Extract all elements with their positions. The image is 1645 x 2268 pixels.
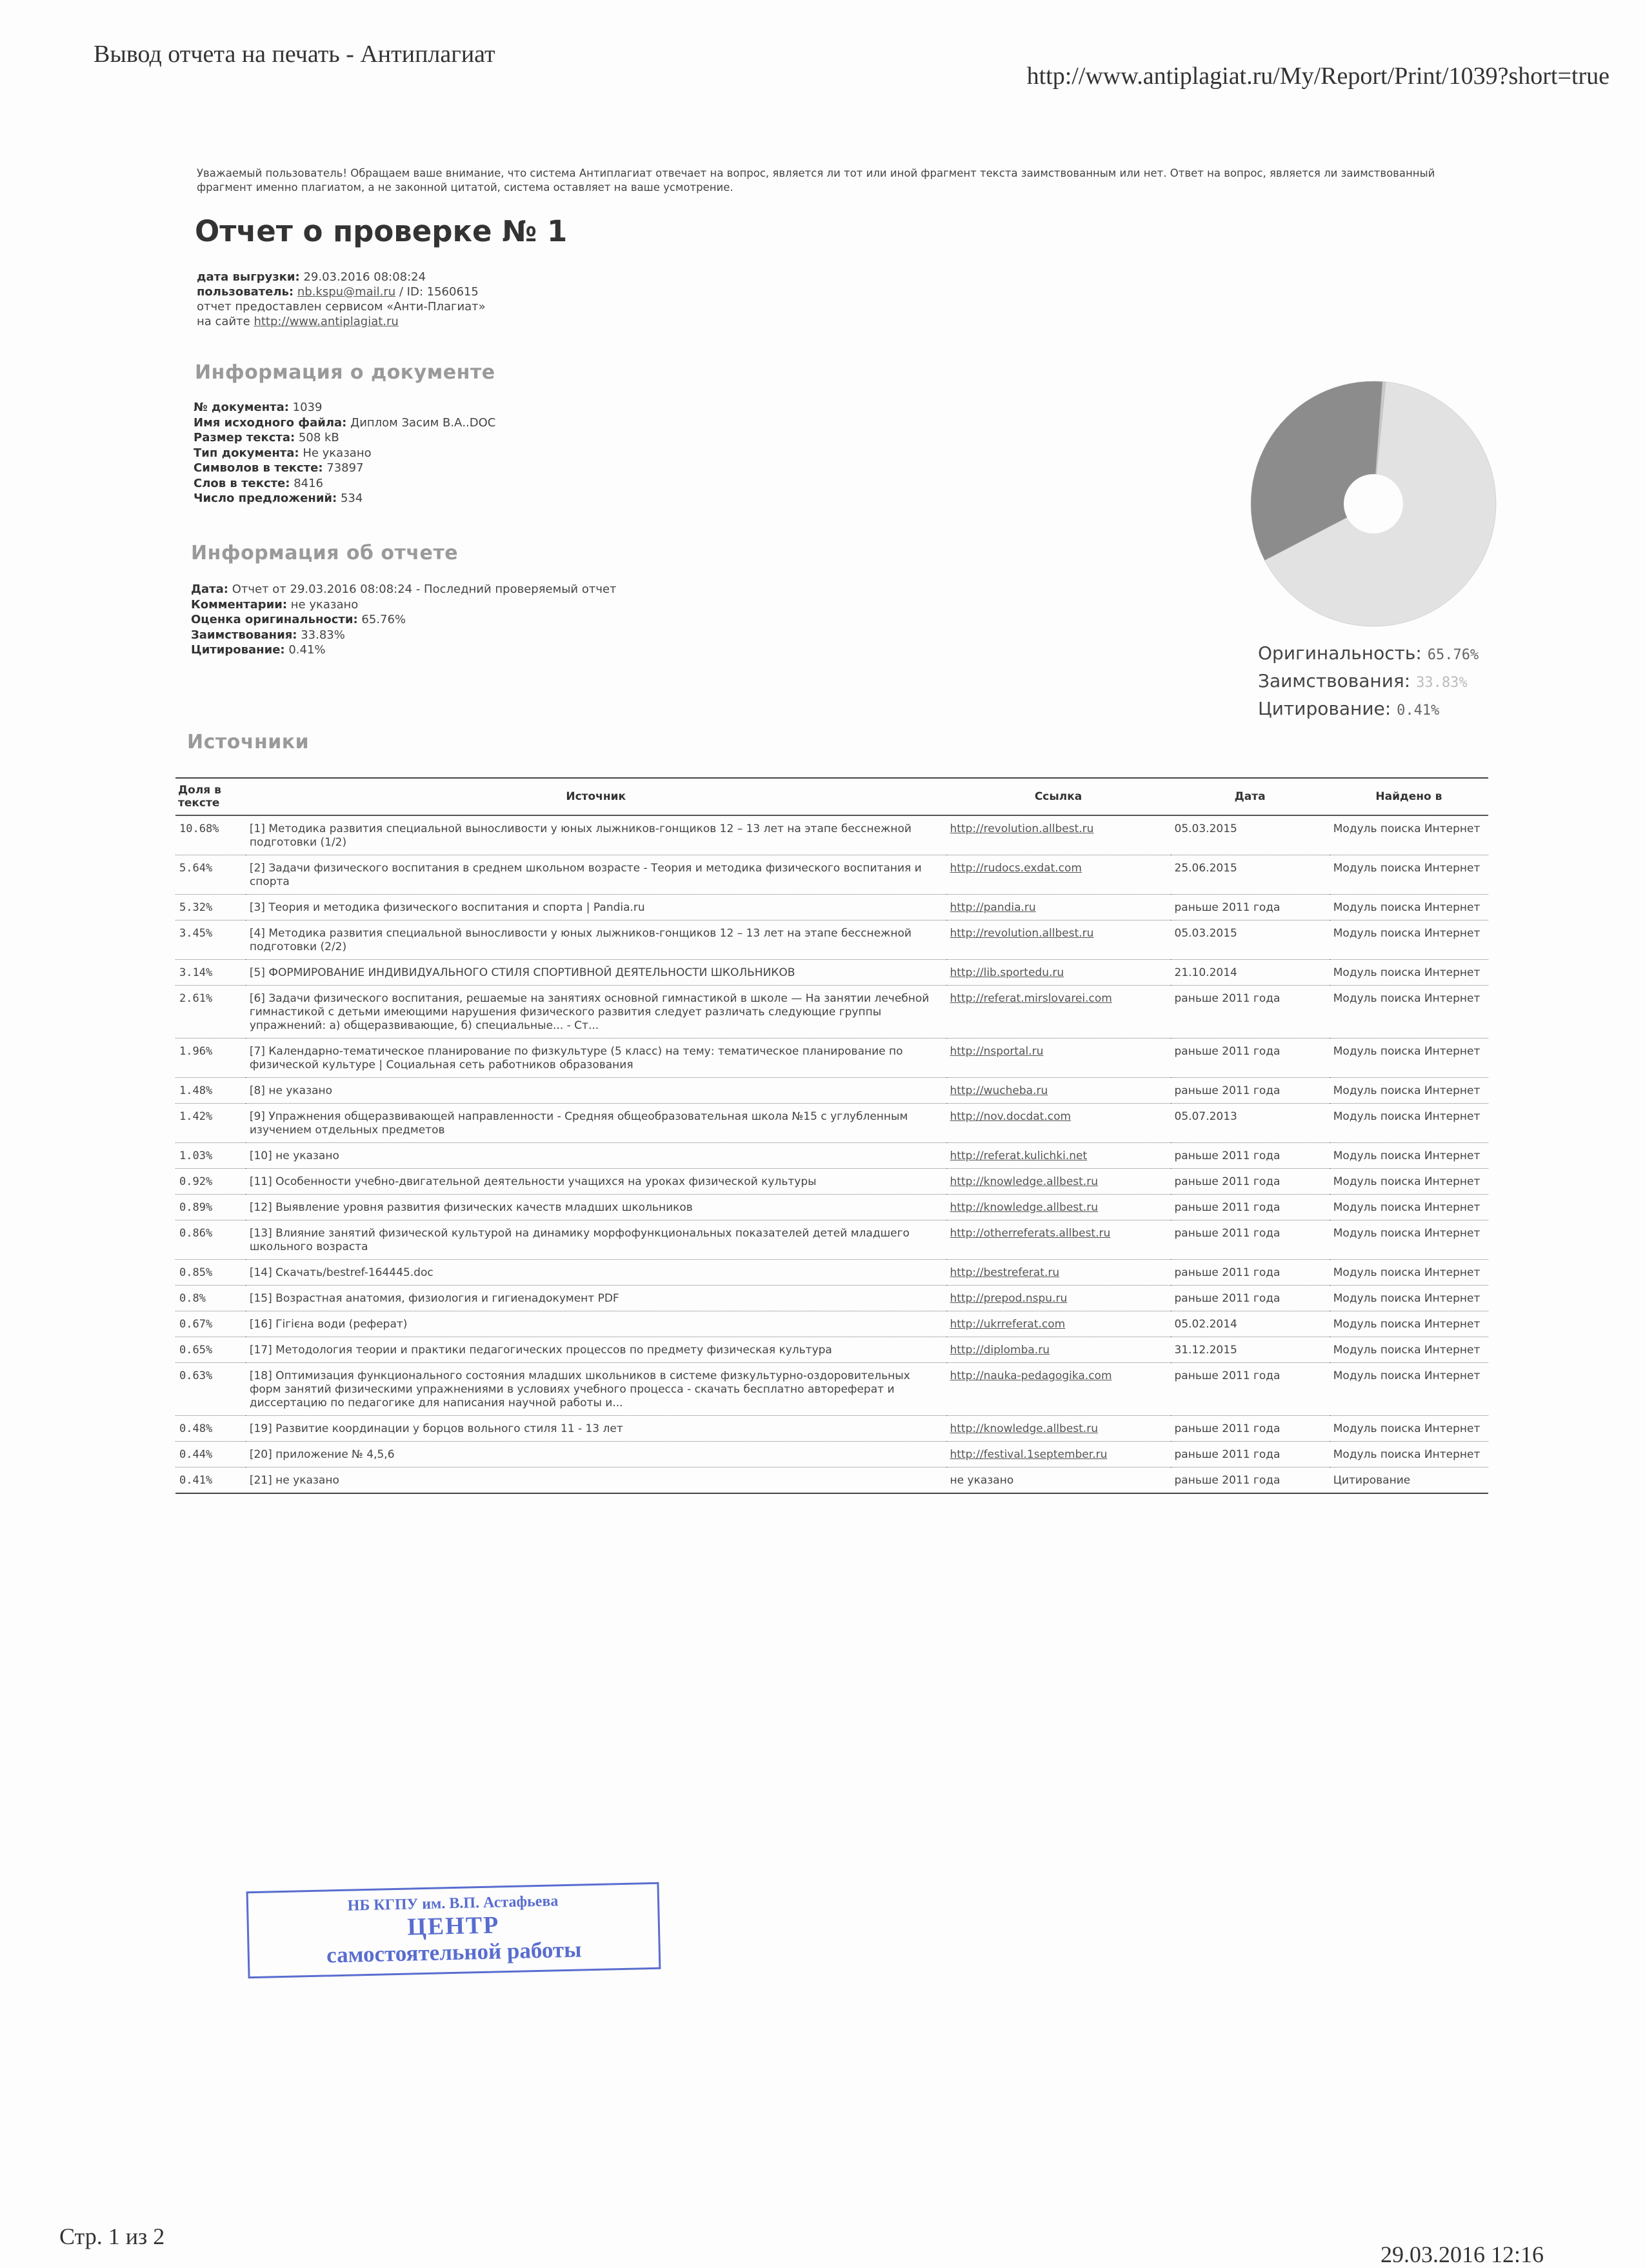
source-link[interactable]: http://prepod.nspu.ru: [950, 1292, 1068, 1305]
source-title: [17] Методология теории и практики педагогических процессов по предмету физическая культура: [246, 1337, 946, 1363]
source-date: раньше 2011 года: [1171, 1260, 1330, 1286]
source-found-in: Модуль поиска Интернет: [1330, 1337, 1488, 1363]
source-share: 0.8%: [175, 1286, 246, 1311]
table-row: [175, 1260, 1488, 1286]
print-datetime: 29.03.2016 12:16: [1381, 2242, 1544, 2267]
originality-pie-chart: [1249, 379, 1498, 628]
user-notice: Уважаемый пользователь! Обращаем ваше внимание, что система Антиплагиат отвечает на вопрос, является ли тот или иной фрагмент текста заимствованным или нет. Ответ на вопрос, является ли заимствованный фрагмент именно плагиатом, а не законной цитатой, система оставляет на ваше усмотрение.: [197, 167, 1435, 194]
sources-header-row: [175, 778, 1488, 815]
stamp-line2: ЦЕНТР: [406, 1911, 500, 1941]
source-link[interactable]: http://lib.sportedu.ru: [950, 966, 1064, 979]
source-date: 05.02.2014: [1171, 1311, 1330, 1337]
source-link[interactable]: http://otherreferats.allbest.ru: [950, 1227, 1111, 1240]
report-info-label: Цитирование:: [191, 643, 285, 657]
provided-by: отчет предоставлен сервисом «Анти-Плагиат»: [197, 300, 486, 313]
source-share: 0.89%: [175, 1195, 246, 1220]
source-link-cell: [946, 986, 1171, 1039]
source-found-in: Модуль поиска Интернет: [1330, 1416, 1488, 1442]
report-info-item: [191, 628, 617, 643]
source-share: 0.63%: [175, 1363, 246, 1416]
page-title-header: Вывод отчета на печать - Антиплагиат: [94, 41, 495, 68]
col-source: Источник: [246, 778, 946, 815]
doc-info-item: [194, 400, 495, 415]
source-link-cell: [946, 1078, 1171, 1104]
source-found-in: Модуль поиска Интернет: [1330, 960, 1488, 986]
source-share: 0.44%: [175, 1442, 246, 1467]
source-share: 1.03%: [175, 1143, 246, 1169]
source-share: 1.42%: [175, 1104, 246, 1143]
source-title: [2] Задачи физического воспитания в среднем школьном возрасте - Теория и методика физического воспитания и спорта: [246, 855, 946, 895]
source-title: [12] Выявление уровня развития физических качеств младших школьников: [246, 1195, 946, 1220]
report-info-label: Заимствования:: [191, 628, 297, 642]
source-share: 0.67%: [175, 1311, 246, 1337]
source-found-in: Цитирование: [1330, 1467, 1488, 1494]
source-link[interactable]: http://referat.kulichki.net: [950, 1149, 1088, 1162]
source-title: [20] приложение № 4,5,6: [246, 1442, 946, 1467]
doc-info-value: Не указано: [303, 446, 372, 460]
source-link-cell: [946, 1337, 1171, 1363]
doc-info-label: Число предложений:: [194, 492, 337, 505]
doc-info-value: 508 kB: [298, 431, 339, 444]
sources-body: [175, 815, 1488, 1493]
source-date: раньше 2011 года: [1171, 1467, 1330, 1494]
source-title: [4] Методика развития специальной выносливости у юных лыжников-гонщиков 12 – 13 лет на этапе бесснежной подготовки (2/2): [246, 920, 946, 960]
table-row: [175, 1416, 1488, 1442]
page-url: http://www.antiplagiat.ru/My/Report/Print/1039?short=true: [1026, 63, 1610, 90]
source-link[interactable]: http://knowledge.allbest.ru: [950, 1175, 1098, 1188]
table-row: [175, 1311, 1488, 1337]
source-share: 5.64%: [175, 855, 246, 895]
table-row: [175, 1143, 1488, 1169]
source-found-in: Модуль поиска Интернет: [1330, 815, 1488, 855]
source-found-in: Модуль поиска Интернет: [1330, 1363, 1488, 1416]
legend-citation: [1258, 696, 1479, 724]
source-date: раньше 2011 года: [1171, 1039, 1330, 1078]
report-info-item: [191, 597, 617, 613]
source-link-cell: [946, 1363, 1171, 1416]
table-row: [175, 815, 1488, 855]
sources-table: [175, 777, 1488, 1494]
table-row: [175, 960, 1488, 986]
col-date: Дата: [1171, 778, 1330, 815]
source-date: 31.12.2015: [1171, 1337, 1330, 1363]
col-share: Доля в тексте: [175, 778, 246, 815]
site-link[interactable]: http://www.antiplagiat.ru: [254, 315, 399, 328]
source-link-cell: [946, 1104, 1171, 1143]
source-title: [1] Методика развития специальной выносливости у юных лыжников-гонщиков 12 – 13 лет на этапе бесснежной подготовки (1/2): [246, 815, 946, 855]
source-link-cell: [946, 1416, 1171, 1442]
source-link-cell: [946, 1442, 1171, 1467]
sources-table-wrap: [175, 777, 1488, 1494]
doc-info-list: [194, 400, 495, 506]
table-row: [175, 1078, 1488, 1104]
table-row: [175, 986, 1488, 1039]
table-row: [175, 1169, 1488, 1195]
source-title: [18] Оптимизация функционального состояния младших школьников в системе физкультурно-оздоровительных форм занятий физическими упражнениями в условиях учебного процесса - скачать бесплатно автореферат и диссертацию по педагогике для написания научной работы и...: [246, 1363, 946, 1416]
source-link-cell: [946, 895, 1171, 920]
source-date: раньше 2011 года: [1171, 1195, 1330, 1220]
page-number: Стр. 1 из 2: [59, 2223, 165, 2249]
source-found-in: Модуль поиска Интернет: [1330, 1195, 1488, 1220]
report-info-item: [191, 582, 617, 597]
report-title: Отчет о проверке № 1: [195, 214, 568, 248]
doc-info-item: [194, 430, 495, 446]
legend-borrowings-label: Заимствования:: [1258, 670, 1411, 691]
source-found-in: Модуль поиска Интернет: [1330, 1260, 1488, 1286]
source-date: раньше 2011 года: [1171, 1169, 1330, 1195]
source-link-cell: [946, 920, 1171, 960]
doc-info-label: № документа:: [194, 401, 289, 414]
source-share: 1.96%: [175, 1039, 246, 1078]
report-info-value: Отчет от 29.03.2016 08:08:24 - Последний проверяемый отчет: [232, 582, 617, 596]
source-title: [6] Задачи физического воспитания, решаемые на занятиях основной гимнастикой в школе — На занятии лечебной гимнастикой с детьми имеющими нарушения физического развития следует различать следующие группы упражнений: а) общеразвивающие, б) специальные... - Ст...: [246, 986, 946, 1039]
doc-info-value: 1039: [292, 401, 323, 414]
source-date: 21.10.2014: [1171, 960, 1330, 986]
table-row: [175, 1467, 1488, 1494]
doc-info-value: Диплом Засим В.А..DOC: [350, 415, 496, 430]
source-found-in: Модуль поиска Интернет: [1330, 1039, 1488, 1078]
source-link-cell: [946, 1311, 1171, 1337]
report-info-list: [191, 582, 617, 658]
upload-date-line: [197, 270, 486, 284]
source-date: 05.07.2013: [1171, 1104, 1330, 1143]
user-email-link[interactable]: nb.kspu@mail.ru: [297, 285, 396, 299]
doc-info-value: 73897: [326, 461, 364, 475]
table-row: [175, 855, 1488, 895]
source-link-cell: [946, 960, 1171, 986]
table-row: [175, 1337, 1488, 1363]
report-info-item: [191, 642, 617, 658]
table-row: [175, 1195, 1488, 1220]
legend-citation-label: Цитирование:: [1258, 698, 1391, 719]
source-date: раньше 2011 года: [1171, 1143, 1330, 1169]
source-date: раньше 2011 года: [1171, 1442, 1330, 1467]
source-share: 0.48%: [175, 1416, 246, 1442]
upload-date-label: дата выгрузки:: [197, 270, 300, 284]
source-date: 05.03.2015: [1171, 920, 1330, 960]
doc-info-label: Имя исходного файла:: [194, 415, 347, 430]
source-found-in: Модуль поиска Интернет: [1330, 1311, 1488, 1337]
report-info-value: не указано: [290, 597, 359, 612]
source-found-in: Модуль поиска Интернет: [1330, 920, 1488, 960]
doc-info-item: [194, 491, 495, 506]
sources-heading: Источники: [187, 731, 310, 753]
doc-info-value: 8416: [294, 476, 323, 490]
source-link[interactable]: http://nauka-pedagogika.com: [950, 1369, 1112, 1382]
doc-info-heading: Информация о документе: [195, 361, 495, 384]
stamp-line3: самостоятельной работы: [326, 1936, 582, 1968]
report-info-value: 0.41%: [288, 643, 326, 657]
table-row: [175, 1220, 1488, 1260]
source-found-in: Модуль поиска Интернет: [1330, 986, 1488, 1039]
user-label: пользователь:: [197, 285, 294, 299]
source-title: [14] Скачать/bestref-164445.doc: [246, 1260, 946, 1286]
doc-info-item: [194, 415, 495, 431]
source-link[interactable]: http://pandia.ru: [950, 901, 1036, 914]
source-link[interactable]: http://referat.mirslovarei.com: [950, 992, 1112, 1005]
doc-info-value: 534: [340, 492, 363, 505]
source-date: 25.06.2015: [1171, 855, 1330, 895]
table-row: [175, 1363, 1488, 1416]
legend-originality: [1258, 641, 1479, 668]
source-link-cell: [946, 1039, 1171, 1078]
source-title: [13] Влияние занятий физической культурой на динамику морфофункциональных показателей детей младшего школьного возраста: [246, 1220, 946, 1260]
source-title: [15] Возрастная анатомия, физиология и гигиенадокумент PDF: [246, 1286, 946, 1311]
print-header: [94, 40, 1610, 90]
doc-info-label: Символов в тексте:: [194, 461, 323, 475]
source-share: 3.45%: [175, 920, 246, 960]
library-stamp: [246, 1882, 661, 1978]
site-line: [197, 314, 486, 329]
source-link[interactable]: http://nov.docdat.com: [950, 1110, 1072, 1123]
pie-legend: [1258, 641, 1479, 724]
doc-info-item: [194, 461, 495, 476]
source-share: 0.92%: [175, 1169, 246, 1195]
source-share: 2.61%: [175, 986, 246, 1039]
legend-borrowings-value: 33.83%: [1416, 675, 1468, 691]
source-link[interactable]: http://knowledge.allbest.ru: [950, 1422, 1098, 1435]
table-row: [175, 920, 1488, 960]
source-date: раньше 2011 года: [1171, 1286, 1330, 1311]
source-title: [11] Особенности учебно-двигательной деятельности учащихся на уроках физической культуры: [246, 1169, 946, 1195]
source-title: [16] Гігієна води (реферат): [246, 1311, 946, 1337]
source-link-cell: не указано: [946, 1467, 1171, 1494]
source-link[interactable]: http://bestreferat.ru: [950, 1266, 1060, 1279]
source-share: 3.14%: [175, 960, 246, 986]
report-info-value: 33.83%: [301, 628, 345, 642]
source-title: [9] Упражнения общеразвивающей направленности - Средняя общеобразовательная школа №15 с углубленным изучением отдельных предметов: [246, 1104, 946, 1143]
report-meta: [197, 270, 486, 329]
table-row: [175, 1104, 1488, 1143]
user-line: [197, 284, 486, 299]
source-link[interactable]: http://nsportal.ru: [950, 1045, 1044, 1058]
doc-info-item: [194, 446, 495, 461]
source-found-in: Модуль поиска Интернет: [1330, 1078, 1488, 1104]
doc-info-label: Размер текста:: [194, 431, 295, 444]
source-title: [21] не указано: [246, 1467, 946, 1494]
source-date: раньше 2011 года: [1171, 1416, 1330, 1442]
source-link-cell: [946, 815, 1171, 855]
user-id: / ID: 1560615: [395, 285, 479, 299]
source-link-cell: [946, 1143, 1171, 1169]
source-link[interactable]: http://festival.1september.ru: [950, 1448, 1108, 1461]
source-share: 0.65%: [175, 1337, 246, 1363]
source-share: 10.68%: [175, 815, 246, 855]
table-row: [175, 895, 1488, 920]
legend-borrowings: [1258, 668, 1479, 696]
doc-info-item: [194, 476, 495, 492]
report-info-item: [191, 612, 617, 628]
source-found-in: Модуль поиска Интернет: [1330, 1220, 1488, 1260]
col-link: Ссылка: [946, 778, 1171, 815]
source-title: [8] не указано: [246, 1078, 946, 1104]
source-link-cell: [946, 855, 1171, 895]
pie-svg: [1249, 379, 1498, 628]
source-link-cell: [946, 1195, 1171, 1220]
report-info-value: 65.76%: [361, 613, 406, 626]
source-found-in: Модуль поиска Интернет: [1330, 1169, 1488, 1195]
legend-citation-value: 0.41%: [1397, 702, 1440, 719]
source-date: раньше 2011 года: [1171, 1220, 1330, 1260]
source-link-cell: [946, 1286, 1171, 1311]
source-link[interactable]: http://rudocs.exdat.com: [950, 862, 1082, 875]
source-share: 0.85%: [175, 1260, 246, 1286]
table-row: [175, 1039, 1488, 1078]
source-link[interactable]: http://revolution.allbest.ru: [950, 927, 1094, 940]
source-found-in: Модуль поиска Интернет: [1330, 1286, 1488, 1311]
source-share: 1.48%: [175, 1078, 246, 1104]
source-title: [19] Развитие координации у борцов вольного стиля 11 - 13 лет: [246, 1416, 946, 1442]
source-date: раньше 2011 года: [1171, 1078, 1330, 1104]
report-info-heading: Информация об отчете: [191, 542, 459, 564]
source-date: раньше 2011 года: [1171, 986, 1330, 1039]
source-title: [10] не указано: [246, 1143, 946, 1169]
report-info-label: Комментарии:: [191, 597, 288, 612]
site-prefix: на сайте: [197, 315, 254, 328]
source-title: [3] Теория и методика физического воспитания и спорта | Pandia.ru: [246, 895, 946, 920]
source-date: раньше 2011 года: [1171, 895, 1330, 920]
source-title: [5] ФОРМИРОВАНИЕ ИНДИВИДУАЛЬНОГО СТИЛЯ СПОРТИВНОЙ ДЕЯТЕЛЬНОСТИ ШКОЛЬНИКОВ: [246, 960, 946, 986]
col-found: Найдено в: [1330, 778, 1488, 815]
source-link[interactable]: http://revolution.allbest.ru: [950, 822, 1094, 835]
source-found-in: Модуль поиска Интернет: [1330, 1143, 1488, 1169]
source-date: раньше 2011 года: [1171, 1363, 1330, 1416]
table-row: [175, 1286, 1488, 1311]
source-share: 5.32%: [175, 895, 246, 920]
source-link-cell: [946, 1169, 1171, 1195]
source-link-cell: [946, 1260, 1171, 1286]
source-title: [7] Календарно-тематическое планирование по физкультуре (5 класс) на тему: тематическое планирование по физической культуре | Социальная сеть работников образования: [246, 1039, 946, 1078]
doc-info-label: Тип документа:: [194, 446, 299, 460]
source-link[interactable]: http://diplomba.ru: [950, 1344, 1050, 1357]
table-row: [175, 1442, 1488, 1467]
doc-info-label: Слов в тексте:: [194, 476, 290, 490]
source-link[interactable]: http://ukrreferat.com: [950, 1318, 1066, 1331]
report-info-label: Оценка оригинальности:: [191, 613, 358, 626]
legend-originality-label: Оригинальность:: [1258, 642, 1422, 664]
stamp-line1: НБ КГПУ им. В.П. Астафьева: [347, 1893, 559, 1915]
source-share: 0.86%: [175, 1220, 246, 1260]
source-date: 05.03.2015: [1171, 815, 1330, 855]
upload-date: 29.03.2016 08:08:24: [303, 270, 426, 284]
source-link-cell: [946, 1220, 1171, 1260]
report-info-label: Дата:: [191, 582, 228, 596]
source-found-in: Модуль поиска Интернет: [1330, 1442, 1488, 1467]
source-link[interactable]: http://wucheba.ru: [950, 1084, 1048, 1097]
legend-originality-value: 65.76%: [1427, 647, 1479, 663]
source-found-in: Модуль поиска Интернет: [1330, 1104, 1488, 1143]
source-found-in: Модуль поиска Интернет: [1330, 855, 1488, 895]
source-link[interactable]: http://knowledge.allbest.ru: [950, 1201, 1098, 1214]
pie-hole: [1344, 474, 1403, 533]
source-share: 0.41%: [175, 1467, 246, 1494]
source-found-in: Модуль поиска Интернет: [1330, 895, 1488, 920]
